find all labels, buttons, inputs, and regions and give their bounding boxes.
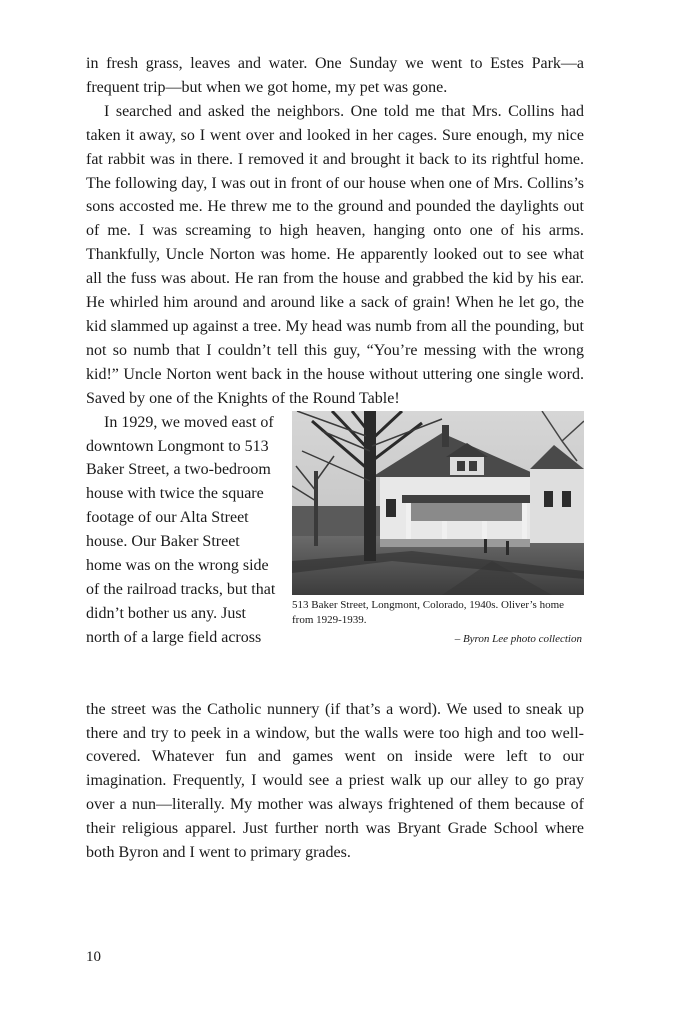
paragraph-3-wrapped: In 1929, we moved east of downtown Longmont to 513 Baker Street, a two-bedroom house with twice the square footage of our Alta Street house. Our Baker Street home was on the wrong side of the railroad tracks, but that didn’t bother us any. Just north of a large field across — [86, 413, 276, 646]
page-number: 10 — [86, 949, 101, 965]
house-photo — [292, 411, 584, 595]
photo-credit: – Byron Lee photo collection — [454, 632, 582, 645]
photo-caption: 513 Baker Street, Longmont, Colorado, 1940s. Oliver’s home from 1929-1939. — [292, 598, 565, 626]
paragraph-1: in fresh grass, leaves and water. One Sunday we went to Estes Park—a frequent trip—but when we got home, my pet was gone. — [86, 55, 584, 96]
photo-figure — [292, 411, 584, 647]
paragraph-3-continued: the street was the Catholic nunnery (if that’s a word). We used to sneak up there and try to peek in a window, but the walls were too high and too well-covered. Whatever fun and games went on inside were left to our imagination. Frequently, I would see a priest walk up our alley to go pray over a nun—literally. My mother was always frightened of them because of their religious apparel. Just further north was Bryant Grade School where both Byron and I went to primary grades. — [86, 700, 584, 862]
wrapped-section — [86, 411, 584, 698]
paragraph-2: I searched and asked the neighbors. One told me that Mrs. Collins had taken it away, so I went over and looked in her cages. Sure enough, my nice fat rabbit was in there. I removed it and brought it back to its rightful home. The following day, I was out in front of our house when one of Mrs. Collins’s sons accosted me. He threw me to the ground and pounded the daylights out of me. I was screaming to high heaven, hanging onto one of his arms. Thankfully, Uncle Norton was home. He apparently looked out to see what all the fuss was about. He ran from the house and grabbed the kid by his ear. He whirled him around and around like a sack of grain! When he let go, the kid slammed up against a tree. My head was numb from all the pounding, but not so numb that I couldn’t tell this guy, “You’re messing with the wrong kid!” Uncle Norton went back in the house without uttering one single word. Saved by one of the Knights of the Round Table! — [86, 102, 584, 407]
page-body — [86, 52, 584, 865]
